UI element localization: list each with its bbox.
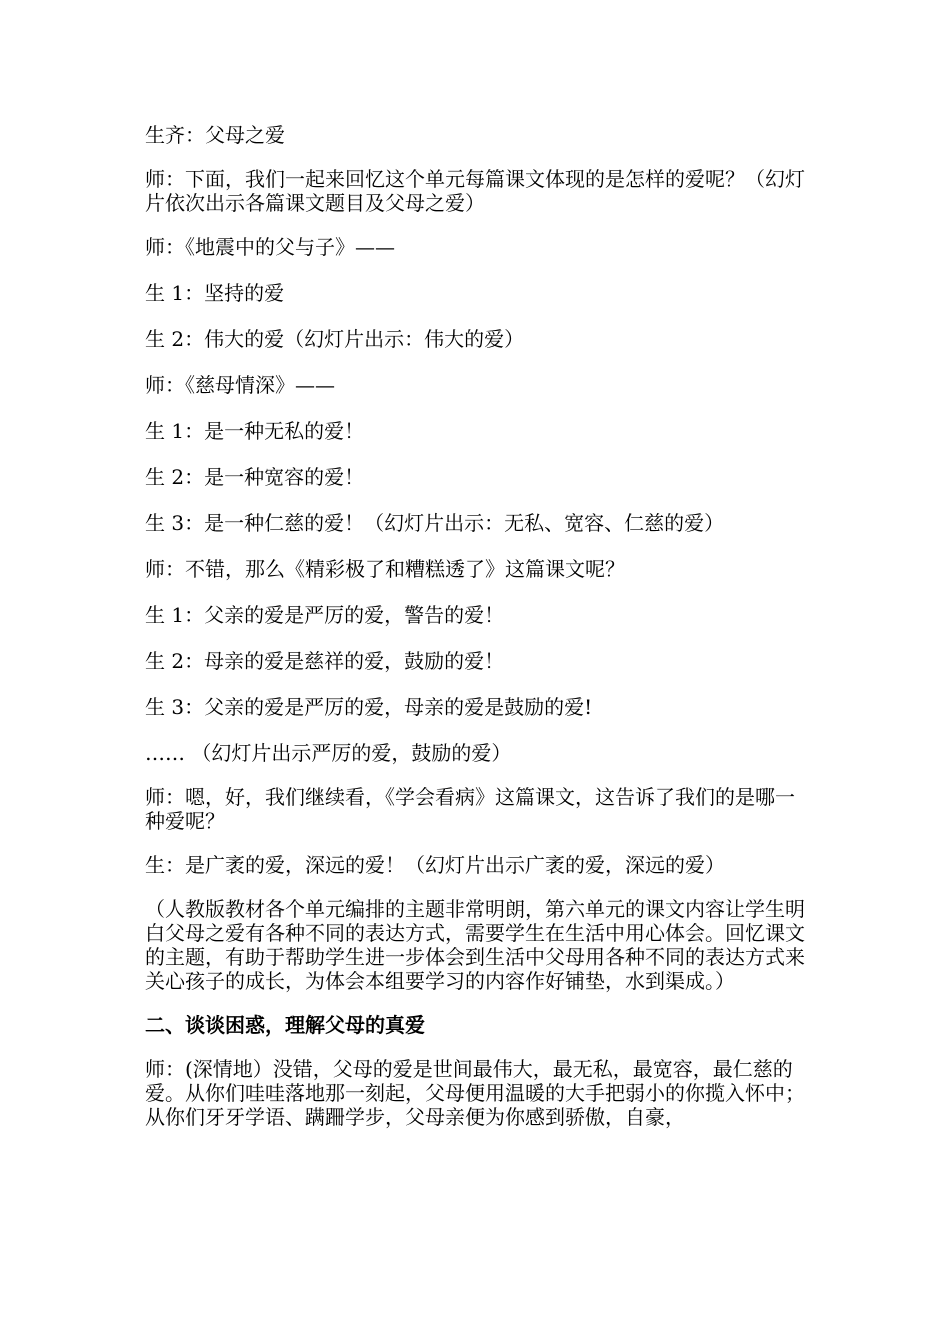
dialogue-line: 生齐：父母之爱 [145, 123, 285, 147]
dialogue-line: 生 2：母亲的爱是慈祥的爱，鼓励的爱！ [145, 649, 505, 673]
dialogue-line: …… （幻灯片出示严厉的爱，鼓励的爱） [145, 741, 512, 765]
dialogue-line: 生 1：父亲的爱是严厉的爱，警告的爱！ [145, 603, 505, 627]
dialogue-line: 师：《地震中的父与子》—— [145, 235, 395, 259]
dialogue-line: 生：是广袤的爱，深远的爱！（幻灯片出示广袤的爱，深远的爱） [145, 853, 725, 877]
dialogue-line: 师：下面，我们一起来回忆这个单元每篇课文体现的是怎样的爱呢？（幻灯片依次出示各篇课文题目及父母之爱） [145, 167, 805, 215]
dialogue-line: 生 2：是一种宽容的爱！ [145, 465, 365, 489]
section-heading: 二、谈谈困惑，理解父母的真爱 [145, 1013, 425, 1037]
dialogue-line: 生 2：伟大的爱（幻灯片出示：伟大的爱） [145, 327, 525, 351]
dialogue-line: 生 3：是一种仁慈的爱！（幻灯片出示：无私、宽容、仁慈的爱） [145, 511, 725, 535]
dialogue-line: 师：嗯，好，我们继续看，《学会看病》这篇课文，这告诉了我们的是哪一种爱呢？ [145, 785, 795, 833]
dialogue-line: 师：《慈母情深》—— [145, 373, 335, 397]
dialogue-line: 生 1：是一种无私的爱！ [145, 419, 365, 443]
dialogue-line: 生 3：父亲的爱是严厉的爱，母亲的爱是鼓励的爱! [145, 695, 593, 719]
commentary-paragraph: （人教版教材各个单元编排的主题非常明朗，第六单元的课文内容让学生明白父母之爱有各种不同的表达方式，需要学生在生活中用心体会。回忆课文的主题，有助于帮助学生进一步体会到生活中父母用各种不同的表达方式来关心孩子的成长，为体会本组要学习的内容作好铺垫，水到渠成。） [145, 897, 805, 993]
dialogue-line: 师：不错，那么《精彩极了和糟糕透了》这篇课文呢？ [145, 557, 625, 581]
dialogue-line: 生 1：坚持的爱 [145, 281, 285, 305]
dialogue-line: 师：(深情地）没错，父母的爱是世间最伟大，最无私，最宽容，最仁慈的爱。从你们哇哇落地那一刻起，父母便用温暖的大手把弱小的你揽入怀中；从你们牙牙学语、蹒跚学步，父母亲便为你感到骄傲，自豪， [145, 1057, 805, 1129]
document-body [145, 121, 810, 1147]
